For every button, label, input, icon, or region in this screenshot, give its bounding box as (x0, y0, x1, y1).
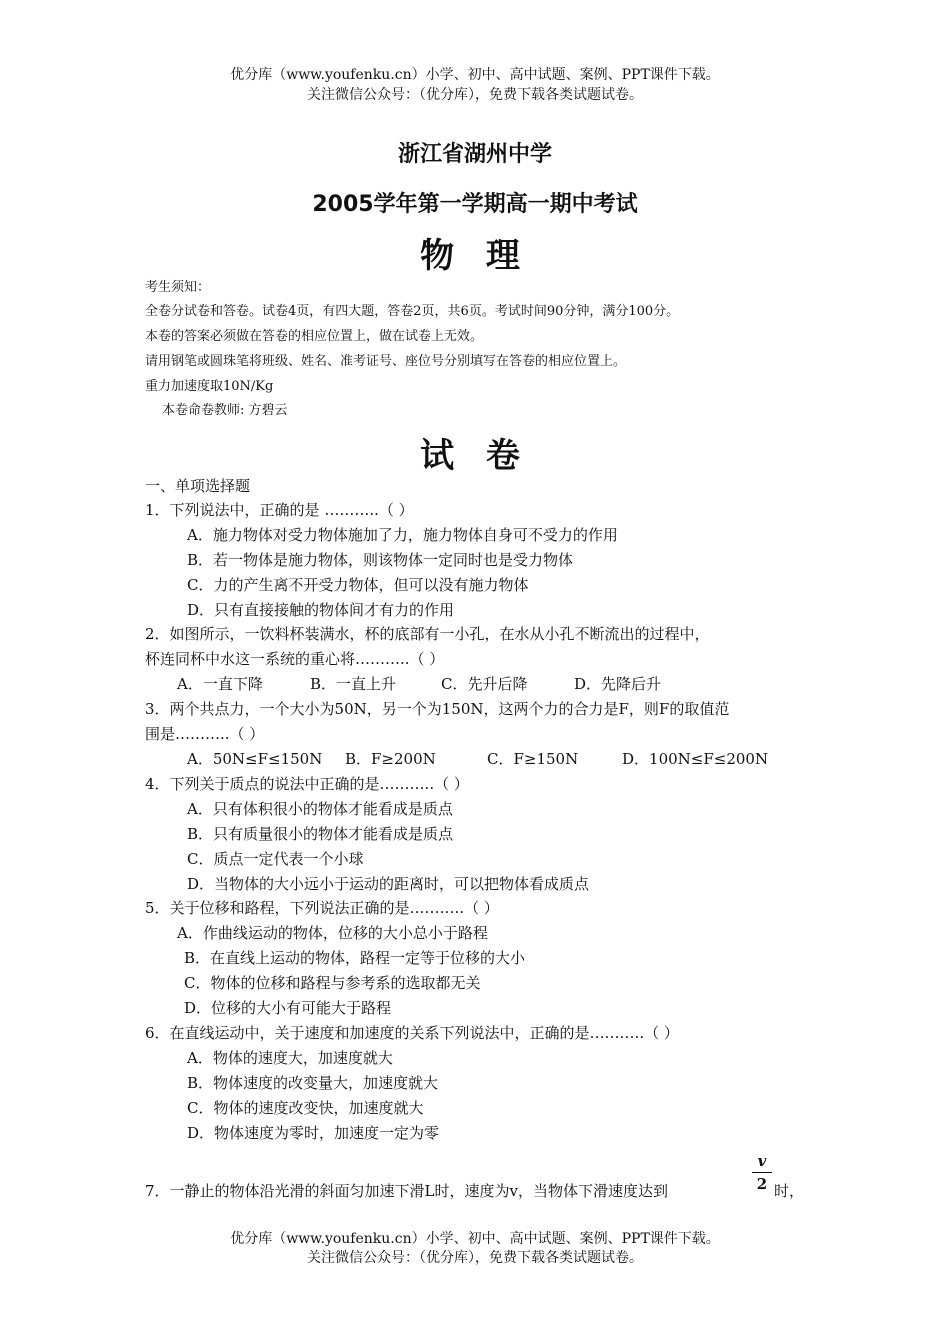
question-3-option-d: D．100N≤F≤200N (622, 750, 769, 768)
question-4-option-c: C．质点一定代表一个小球 (187, 850, 364, 868)
question-4-option-d: D．当物体的大小远小于运动的距离时，可以把物体看成质点 (187, 875, 590, 893)
notice-line: 全卷分试卷和答卷。试卷4页，有四大题，答卷2页，共6页。考试时间90分钟，满分100分。 (145, 304, 680, 319)
question-3-stem-cont: 围是………..（ ） (145, 725, 265, 743)
question-3-stem: 3．两个共点力，一个大小为50N，另一个为150N，这两个力的合力是F，则F的取值范 (145, 700, 730, 718)
question-6-option-a: A．物体的速度大，加速度就大 (187, 1049, 393, 1067)
question-1-option-d: D．只有直接接触的物体间才有力的作用 (187, 601, 455, 619)
question-6-option-b: B．物体速度的改变量大，加速度就大 (187, 1074, 439, 1092)
question-2-option-d: D．先降后升 (574, 675, 662, 693)
question-5-option-d: D．位移的大小有可能大于路程 (184, 999, 392, 1017)
fraction-numerator: v (752, 1152, 772, 1173)
question-1-option-a: A．施力物体对受力物体施加了力，施力物体自身可不受力的作用 (187, 526, 618, 544)
question-4-option-b: B．只有质量很小的物体才能看成是质点 (187, 825, 454, 843)
fraction-v-over-2 (752, 1152, 772, 1193)
question-5-option-b: B．在直线上运动的物体，路程一定等于位移的大小 (184, 949, 526, 967)
question-7-stem: 7．一静止的物体沿光滑的斜面匀加速下滑L时，速度为v，当物体下滑速度达到 (145, 1182, 668, 1200)
notice-teacher: 本卷命卷教师: 方碧云 (162, 403, 288, 418)
question-5-option-c: C．物体的位移和路程与参考系的选取都无关 (184, 974, 481, 992)
notice-line: 重力加速度取10N/Kg (145, 379, 274, 394)
question-5-option-a: A．作曲线运动的物体，位移的大小总小于路程 (177, 924, 488, 942)
paper-title: 试 卷 (420, 436, 530, 476)
notice-line: 本卷的答案必须做在答卷的相应位置上，做在试卷上无效。 (145, 329, 484, 344)
question-2-option-c: C．先升后降 (441, 675, 528, 693)
notice-heading: 考生须知： (145, 280, 211, 295)
footer-line-1: 优分库（www.youfenku.cn）小学、初中、高中试题、案例、PPT课件下载。 (230, 1231, 720, 1247)
question-6-stem: 6．在直线运动中，关于速度和加速度的关系下列说法中，正确的是………..（ ） (145, 1024, 679, 1042)
header-line-2: 关注微信公众号：（优分库），免费下载各类试题试卷。 (307, 87, 643, 103)
question-1-stem: 1．下列说法中，正确的是 ………..（ ） (145, 501, 414, 519)
question-6-option-c: C．物体的速度改变快，加速度就大 (187, 1099, 424, 1117)
fraction-denominator: 2 (756, 1175, 768, 1193)
question-2-stem: 2．如图所示，一饮料杯装满水，杯的底部有一小孔，在水从小孔不断流出的过程中， (145, 625, 710, 643)
question-1-option-c: C．力的产生离不开受力物体，但可以没有施力物体 (187, 576, 529, 594)
question-3-option-c: C．F≥150N (487, 750, 579, 768)
question-1-option-b: B．若一物体是施力物体，则该物体一定同时也是受力物体 (187, 551, 574, 569)
question-2-option-a: A．一直下降 (177, 675, 263, 693)
question-5-stem: 5．关于位移和路程，下列说法正确的是………..（ ） (145, 899, 499, 917)
question-7-stem-end: 时， (774, 1182, 805, 1200)
question-2-stem-cont: 杯连同杯中水这一系统的重心将………..（ ） (145, 650, 445, 668)
question-3-option-a: A．50N≤F≤150N (187, 750, 323, 768)
footer-line-2: 关注微信公众号：（优分库），免费下载各类试题试卷。 (307, 1250, 643, 1266)
subject-title: 物 理 (420, 236, 530, 276)
question-4-option-a: A．只有体积很小的物体才能看成是质点 (187, 800, 453, 818)
question-6-option-d: D．物体速度为零时，加速度一定为零 (187, 1124, 440, 1142)
question-4-stem: 4．下列关于质点的说法中正确的是………..（ ） (145, 775, 469, 793)
header-line-1: 优分库（www.youfenku.cn）小学、初中、高中试题、案例、PPT课件下载。 (230, 67, 720, 83)
notice-line: 请用钢笔或圆珠笔将班级、姓名、准考证号、座位号分别填写在答卷的相应位置上。 (145, 354, 627, 369)
school-title: 浙江省湖州中学 (397, 142, 552, 167)
question-2-option-b: B．一直上升 (310, 675, 397, 693)
section-heading: 一、单项选择题 (145, 477, 251, 495)
question-3-option-b: B．F≥200N (345, 750, 436, 768)
exam-title: 2005学年第一学期高一期中考试 (312, 192, 638, 217)
